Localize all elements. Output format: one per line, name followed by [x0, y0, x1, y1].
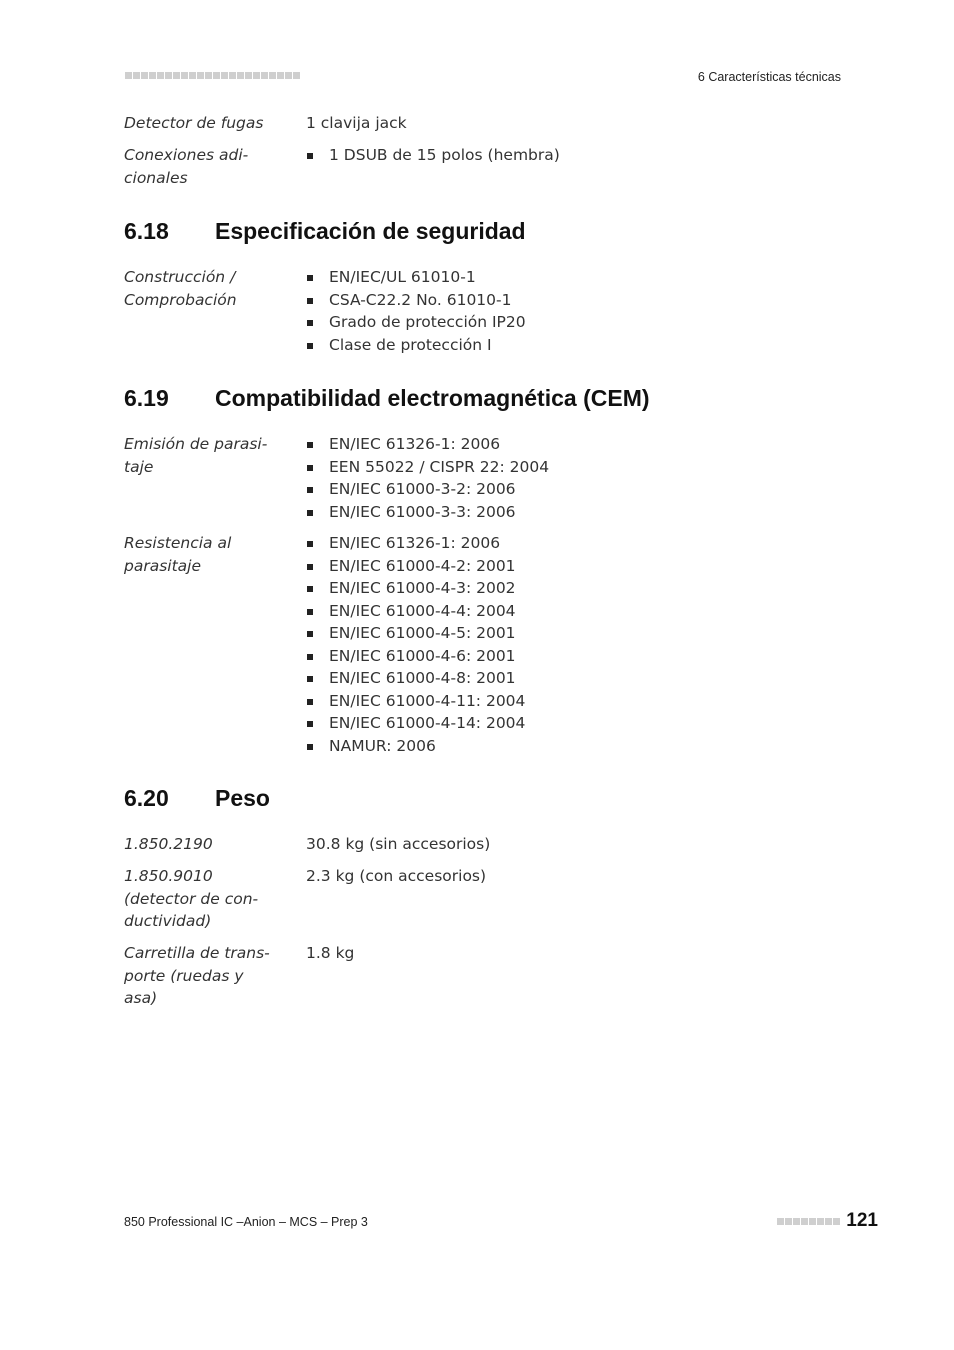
decoration-square [833, 1218, 840, 1225]
decoration-square [825, 1218, 832, 1225]
spec-row-construction [124, 266, 844, 356]
spec-label: Construcción / Comprobación [124, 268, 237, 309]
decoration-square [229, 72, 236, 79]
spec-list [306, 266, 526, 356]
spec-row-immunity [124, 532, 844, 757]
spec-list [306, 144, 560, 189]
spec-label: Conexiones adi- cionales [124, 146, 249, 187]
decoration-square [793, 1218, 800, 1225]
list-item: EN/IEC 61000-3-3: 2006 [306, 501, 549, 524]
spec-label: Carretilla de trans- porte (ruedas y asa) [124, 944, 270, 1007]
section-number: 6.20 [124, 785, 169, 811]
decoration-square [133, 72, 140, 79]
list-item: EN/IEC 61000-4-14: 2004 [306, 712, 525, 735]
list-item: Clase de protección I [306, 334, 526, 357]
list-item: EN/IEC 61000-4-5: 2001 [306, 622, 525, 645]
section-title: Especificación de seguridad [215, 218, 526, 244]
decoration-square [817, 1218, 824, 1225]
decoration-square [125, 72, 132, 79]
section-heading-6-20 [124, 785, 270, 812]
spec-value: 2.3 kg (con accesorios) [306, 867, 487, 885]
spec-row-leak-detector [124, 112, 844, 135]
header-decoration [125, 72, 300, 79]
list-item: EEN 55022 / CISPR 22: 2004 [306, 456, 549, 479]
decoration-square [245, 72, 252, 79]
section-number: 6.18 [124, 218, 169, 244]
footer-decoration [777, 1218, 840, 1225]
chapter-reference: 6 Características técnicas [697, 70, 841, 84]
spec-row-additional-connections [124, 144, 844, 189]
spec-label: Detector de fugas [124, 114, 264, 132]
section-heading-6-19 [124, 385, 650, 412]
list-item: CSA-C22.2 No. 61010-1 [306, 289, 526, 312]
decoration-square [277, 72, 284, 79]
decoration-square [173, 72, 180, 79]
spec-label: Emisión de parasi- taje [124, 435, 268, 476]
section-title: Compatibilidad electromagnética (CEM) [215, 385, 650, 411]
footer-product-name: 850 Professional IC –Anion – MCS – Prep 3 [124, 1215, 368, 1229]
decoration-square [809, 1218, 816, 1225]
decoration-square [141, 72, 148, 79]
list-item: EN/IEC/UL 61010-1 [306, 266, 526, 289]
decoration-square [777, 1218, 784, 1225]
spec-row-emission [124, 433, 844, 523]
spec-list [306, 532, 525, 757]
spec-value: 30.8 kg (sin accesorios) [306, 835, 491, 853]
decoration-square [157, 72, 164, 79]
decoration-square [237, 72, 244, 79]
list-item: NAMUR: 2006 [306, 735, 525, 758]
decoration-square [285, 72, 292, 79]
decoration-square [293, 72, 300, 79]
decoration-square [261, 72, 268, 79]
decoration-square [165, 72, 172, 79]
decoration-square [197, 72, 204, 79]
spec-row-weight-main [124, 833, 844, 856]
spec-value: 1 clavija jack [306, 114, 407, 132]
spec-value: 1.8 kg [306, 944, 355, 962]
spec-label: Resistencia al parasitaje [124, 534, 232, 575]
spec-label: 1.850.9010 (detector de con- ductividad) [124, 867, 259, 930]
decoration-square [221, 72, 228, 79]
list-item: EN/IEC 61000-4-8: 2001 [306, 667, 525, 690]
section-title: Peso [215, 785, 270, 811]
list-item: EN/IEC 61000-4-2: 2001 [306, 555, 525, 578]
decoration-square [785, 1218, 792, 1225]
section-number: 6.19 [124, 385, 169, 411]
footer-page [777, 1210, 878, 1232]
list-item: EN/IEC 61326-1: 2006 [306, 532, 525, 555]
list-item: Grado de protección IP20 [306, 311, 526, 334]
decoration-square [269, 72, 276, 79]
decoration-square [253, 72, 260, 79]
decoration-square [189, 72, 196, 79]
spec-list [306, 433, 549, 523]
list-item: EN/IEC 61000-4-3: 2002 [306, 577, 525, 600]
list-item: EN/IEC 61000-4-4: 2004 [306, 600, 525, 623]
page-number: 121 [846, 1210, 878, 1231]
list-item: EN/IEC 61000-4-6: 2001 [306, 645, 525, 668]
section-heading-6-18 [124, 218, 526, 245]
list-item: 1 DSUB de 15 polos (hembra) [306, 144, 560, 167]
spec-row-weight-detector [124, 865, 844, 933]
spec-row-weight-cart [124, 942, 844, 1010]
decoration-square [801, 1218, 808, 1225]
decoration-square [181, 72, 188, 79]
list-item: EN/IEC 61000-3-2: 2006 [306, 478, 549, 501]
decoration-square [213, 72, 220, 79]
decoration-square [205, 72, 212, 79]
spec-label: 1.850.2190 [124, 835, 213, 853]
list-item: EN/IEC 61000-4-11: 2004 [306, 690, 525, 713]
list-item: EN/IEC 61326-1: 2006 [306, 433, 549, 456]
decoration-square [149, 72, 156, 79]
